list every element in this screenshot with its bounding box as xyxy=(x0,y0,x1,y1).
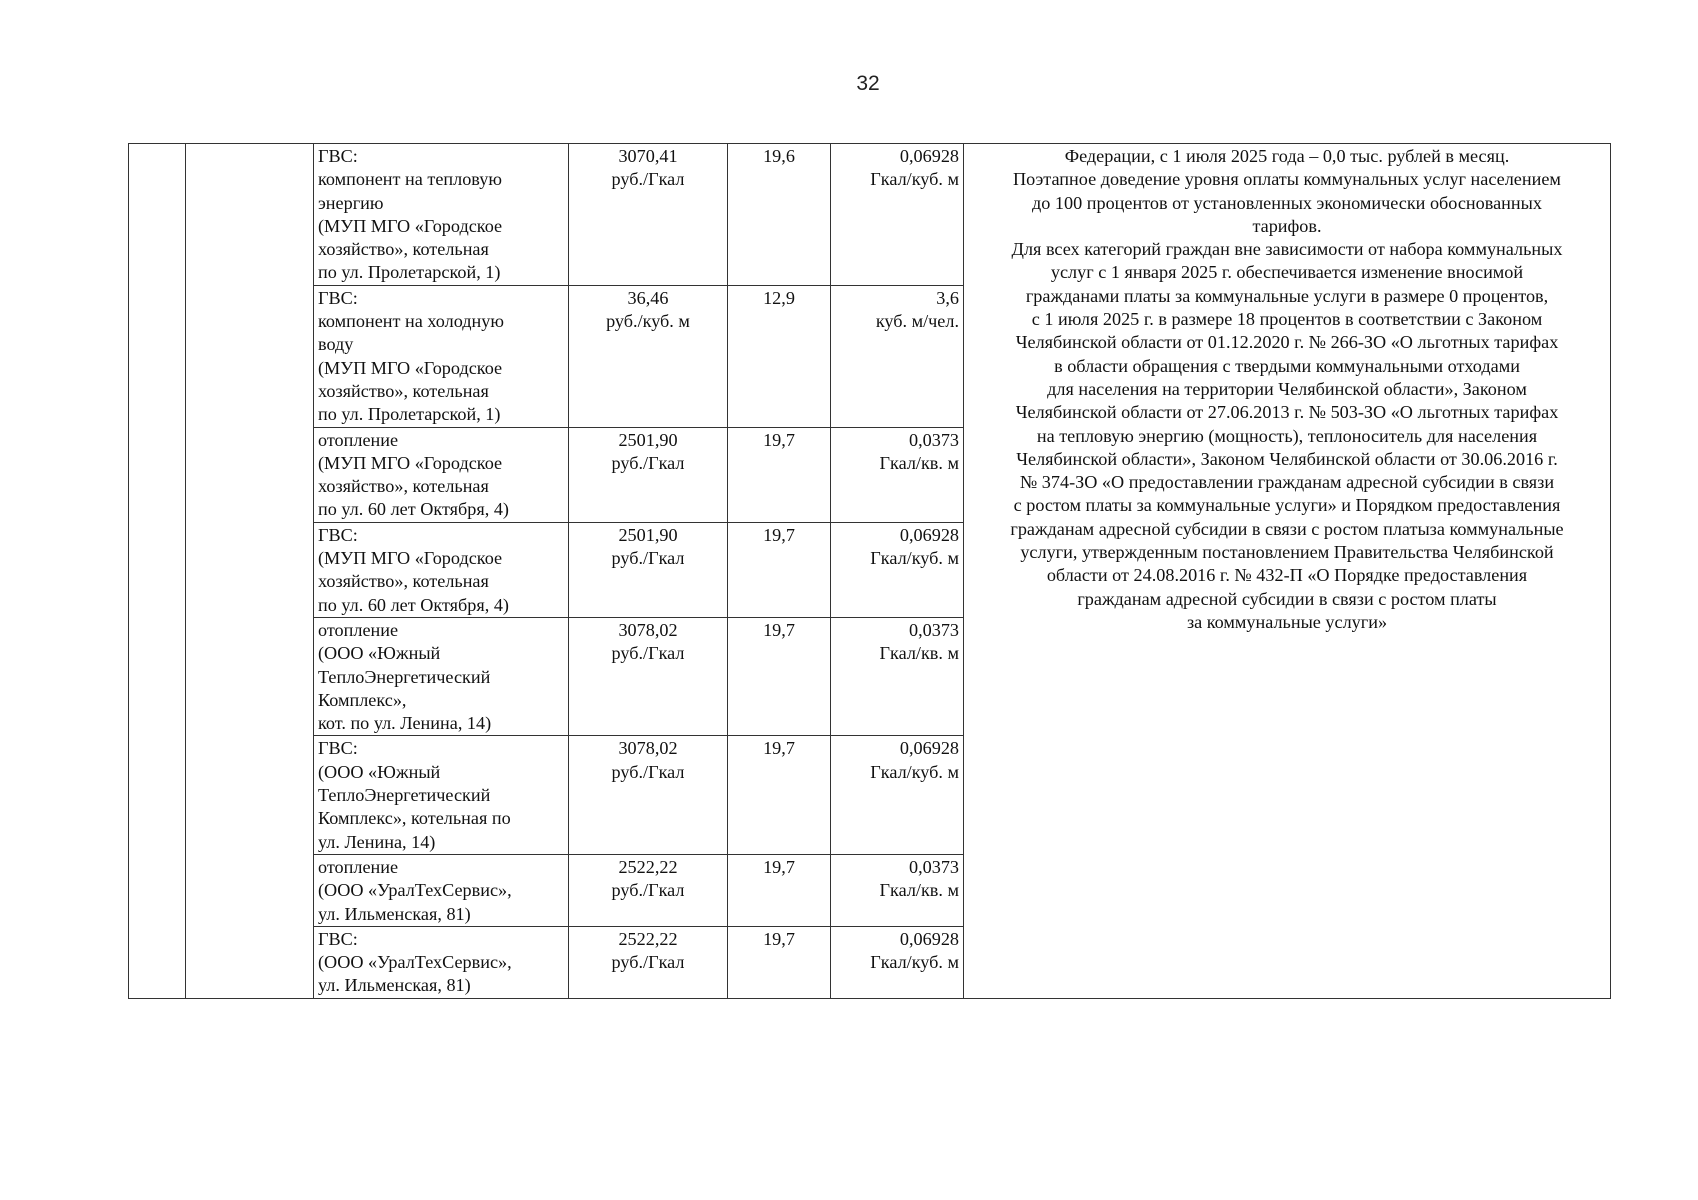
growth-index-cell: 19,7 xyxy=(728,854,831,926)
tariff-cell: 2501,90 руб./Гкал xyxy=(569,522,728,617)
tariff-cell: 2522,22 руб./Гкал xyxy=(569,854,728,926)
consumption-norm-cell: 0,06928 Гкал/куб. м xyxy=(831,926,964,998)
consumption-norm-cell: 0,06928 Гкал/куб. м xyxy=(831,522,964,617)
consumption-norm-cell: 0,06928 Гкал/куб. м xyxy=(831,144,964,286)
growth-index-cell: 19,7 xyxy=(728,926,831,998)
service-cell: ГВС: компонент на тепловую энергию (МУП МГО «Городское хозяйство», котельная по ул. Пролетарской, 1) xyxy=(314,144,569,286)
tariff-table xyxy=(128,143,1611,999)
service-cell: отопление (ООО «Южный ТеплоЭнергетический Комплекс», кот. по ул. Ленина, 14) xyxy=(314,617,569,735)
growth-index-cell: 19,7 xyxy=(728,617,831,735)
tariff-cell: 3070,41 руб./Гкал xyxy=(569,144,728,286)
service-cell: ГВС: (ООО «Южный ТеплоЭнергетический Комплекс», котельная по ул. Ленина, 14) xyxy=(314,736,569,854)
tariff-cell: 2501,90 руб./Гкал xyxy=(569,427,728,522)
service-cell: ГВС: (МУП МГО «Городское хозяйство», котельная по ул. 60 лет Октября, 4) xyxy=(314,522,569,617)
consumption-norm-cell: 0,0373 Гкал/кв. м xyxy=(831,854,964,926)
tariff-cell: 3078,02 руб./Гкал xyxy=(569,617,728,735)
municipality-number-cell xyxy=(129,144,186,999)
consumption-norm-cell: 0,0373 Гкал/кв. м xyxy=(831,617,964,735)
tariff-cell: 2522,22 руб./Гкал xyxy=(569,926,728,998)
service-cell: отопление (ООО «УралТехСервис», ул. Ильменская, 81) xyxy=(314,854,569,926)
table-row xyxy=(129,144,1611,286)
consumption-norm-cell: 3,6 куб. м/чел. xyxy=(831,285,964,427)
growth-index-cell: 19,6 xyxy=(728,144,831,286)
description-cell: Федерации, с 1 июля 2025 года – 0,0 тыс. рублей в месяц. Поэтапное доведение уровня оплаты коммунальных услуг населением до 100 процентов от установленных экономически обоснованных тарифов. Для всех категорий граждан вне зависимости от набора коммунальных услуг с 1 января 2025 г. обеспечивается изменение вносимой гражданами платы за коммунальные услуги в размере 0 процентов, с 1 июля 2025 г. в размере 18 процентов в соответствии с Законом Челябинской области от 01.12.2020 г. № 266-ЗО «О льготных тарифах в области обращения с твердыми коммунальными отходами для населения на территории Челябинской области», Законом Челябинской области от 27.06.2013 г. № 503-ЗО «О льготных тарифах на тепловую энергию (мощность), теплоноситель для населения Челябинской области», Законом Челябинской области от 30.06.2016 г. № 374-ЗО «О предоставлении гражданам адресной субсидии в связи с ростом платы за коммунальные услуги» и Порядком предоставления гражданам адресной субсидии в связи с ростом платыза коммунальные услуги, утвержденным постановлением Правительства Челябинской области от 24.08.2016 г. № 432-П «О Порядке предоставления гражданам адресной субсидии в связи с ростом платы за коммунальные услуги» xyxy=(964,144,1611,999)
municipality-name-cell xyxy=(186,144,314,999)
growth-index-cell: 19,7 xyxy=(728,427,831,522)
tariff-cell: 3078,02 руб./Гкал xyxy=(569,736,728,854)
consumption-norm-cell: 0,0373 Гкал/кв. м xyxy=(831,427,964,522)
page-number: 32 xyxy=(856,72,880,95)
growth-index-cell: 12,9 xyxy=(728,285,831,427)
consumption-norm-cell: 0,06928 Гкал/куб. м xyxy=(831,736,964,854)
service-cell: ГВС: (ООО «УралТехСервис», ул. Ильменская, 81) xyxy=(314,926,569,998)
tariff-cell: 36,46 руб./куб. м xyxy=(569,285,728,427)
growth-index-cell: 19,7 xyxy=(728,522,831,617)
service-cell: отопление (МУП МГО «Городское хозяйство», котельная по ул. 60 лет Октября, 4) xyxy=(314,427,569,522)
growth-index-cell: 19,7 xyxy=(728,736,831,854)
service-cell: ГВС: компонент на холодную воду (МУП МГО «Городское хозяйство», котельная по ул. Пролетарской, 1) xyxy=(314,285,569,427)
